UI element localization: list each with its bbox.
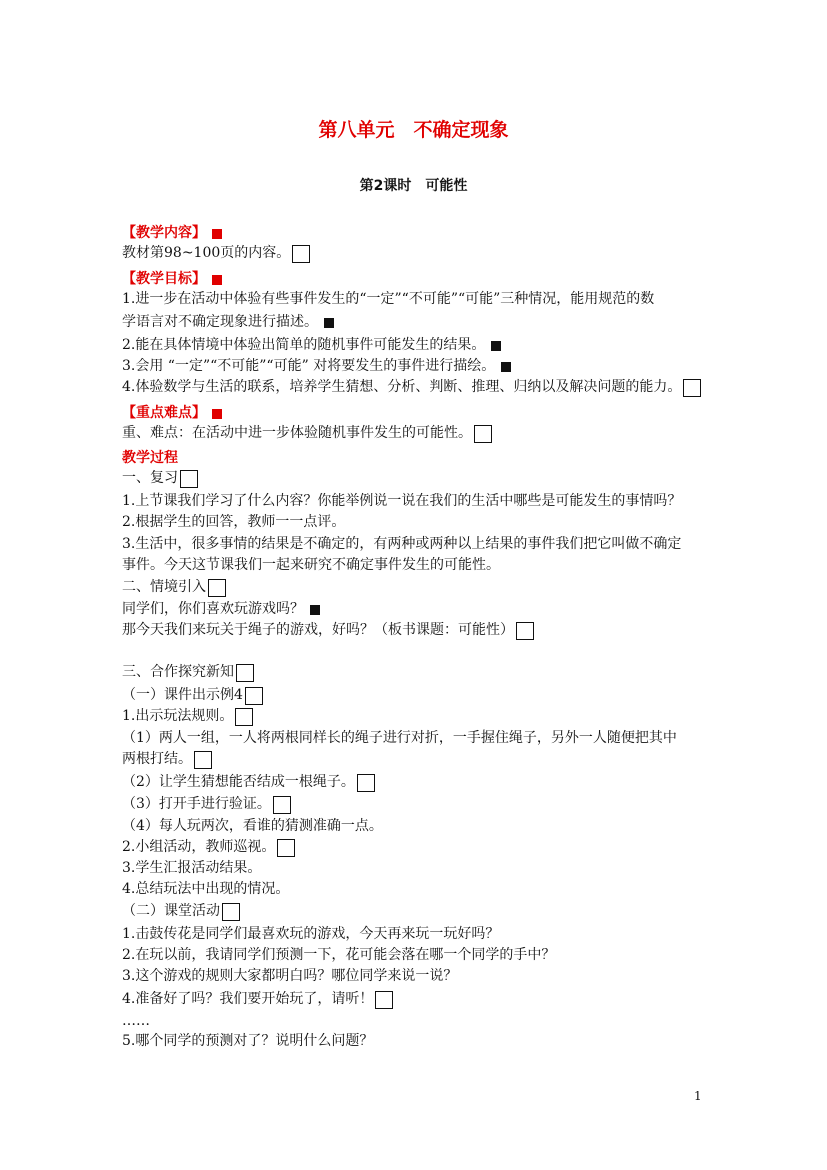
text-line [122,817,383,836]
text-line [122,880,289,899]
section-heading [122,449,178,468]
text-line [122,859,261,878]
line-text: 学语言对不确定现象进行描述。 [122,314,318,330]
red-square-icon [212,409,222,419]
line-text: 5.哪个同学的预测对了？说明什么问题？ [122,1033,374,1049]
text-line [122,773,375,792]
line-text: 同学们，你们喜欢玩游戏吗？ [122,601,304,617]
empty-box-icon [683,379,701,397]
line-text: （3）打开手进行验证。 [122,796,271,812]
empty-box-icon [180,470,198,488]
line-text: 3.这个游戏的规则大家都明白吗？哪位同学来说一说？ [122,968,458,984]
lesson-subtitle: 第2课时 可能性 [359,178,468,194]
text-line [122,838,295,857]
text-line [122,290,654,309]
line-text: 2.在玩以前，我请同学们预测一下，花可能会落在哪一个同学的手中？ [122,947,556,963]
text-line [122,578,226,597]
line-text: 两根打结。 [122,751,192,767]
text-line [122,244,310,263]
line-text: 重、难点：在活动中进一步体验随机事件发生的可能性。 [122,425,472,441]
text-line [122,663,254,682]
section-heading [122,270,222,289]
line-text: …… [122,1013,150,1029]
line-text: 那今天我们来玩关于绳子的游戏，好吗？（板书课题：可能性） [122,622,514,638]
text-line [122,902,240,921]
text-line [122,556,500,575]
text-line [122,795,291,814]
line-text: 1.进一步在活动中体验有些事件发生的“一定”“不可能”“可能”三种情况，能用规范的数 [122,291,655,307]
text-line [122,1012,150,1031]
empty-box-icon [235,708,253,726]
empty-box-icon [245,687,263,705]
text-line [122,336,501,355]
black-square-icon [310,605,320,615]
section-heading [122,404,222,423]
line-text: 1.出示玩法规则。 [122,708,234,724]
line-text: 4.准备好了吗？我们要开始玩了，请听！ [122,991,374,1007]
text-line [122,621,534,640]
text-line [122,686,263,705]
line-text: 一、复习 [122,470,178,486]
text-line [122,967,457,986]
text-line [122,1032,373,1051]
empty-box-icon [222,903,240,921]
line-text: 3.会用 “一定”“不可能”“可能” 对将要发生的事件进行描绘。 [122,358,496,374]
line-text: 【重点难点】 [122,405,206,421]
text-line [122,925,499,944]
text-line [122,707,253,726]
empty-box-icon [292,245,310,263]
line-text: （2）让学生猜想能否结成一根绳子。 [122,774,355,790]
line-text: 1.上节课我们学习了什么内容？你能举例说一说在我们的生活中哪些是可能发生的事情吗？ [122,493,682,509]
text-line [122,535,681,554]
line-text: 4.总结玩法中出现的情况。 [122,881,290,897]
text-line [122,513,345,532]
red-square-icon [212,229,222,239]
empty-box-icon [273,796,291,814]
empty-box-icon [375,991,393,1009]
line-text: 三、合作探究新知 [122,664,234,680]
text-line [122,729,677,748]
line-text: 3.学生汇报活动结果。 [122,860,262,876]
line-text: 3.生活中，很多事情的结果是不确定的，有两种或两种以上结果的事件我们把它叫做不确定 [122,536,682,552]
text-line [122,492,681,511]
text-line [122,946,555,965]
line-text: 事件。今天这节课我们一起来研究不确定事件发生的可能性。 [122,557,500,573]
text-line [122,469,198,488]
line-text: 2.根据学生的回答，教师一一点评。 [122,514,346,530]
line-text: 2.小组活动，教师巡视。 [122,839,276,855]
text-line [122,600,320,619]
text-line [122,424,492,443]
empty-box-icon [277,839,295,857]
empty-box-icon [474,425,492,443]
line-text: 教材第98~100页的内容。 [122,245,291,261]
text-line [122,990,393,1009]
empty-box-icon [516,622,534,640]
empty-box-icon [236,664,254,682]
line-text: （一）课件出示例4 [122,687,243,703]
text-line [122,378,701,397]
black-square-icon [324,318,334,328]
empty-box-icon [357,774,375,792]
text-line [122,357,511,376]
line-text: 1.击鼓传花是同学们最喜欢玩的游戏，今天再来玩一玩好吗？ [122,926,500,942]
line-text: 【教学内容】 [122,225,206,241]
text-line [122,313,334,332]
line-text: 2.能在具体情境中体验出简单的随机事件可能发生的结果。 [122,337,486,353]
line-text: 【教学目标】 [122,271,206,287]
page-number: 1 [694,1089,702,1103]
line-text: （二）课堂活动 [122,903,220,919]
empty-box-icon [194,751,212,769]
text-line [122,750,212,769]
empty-box-icon [208,579,226,597]
line-text: 教学过程 [122,450,178,466]
black-square-icon [501,362,511,372]
line-text: 二、情境引入 [122,579,206,595]
line-text: （1）两人一组，一人将两根同样长的绳子进行对折，一手握住绳子，另外一人随便把其中 [122,730,677,746]
line-text: （4）每人玩两次，看谁的猜测准确一点。 [122,818,383,834]
document-title: 第八单元 不确定现象 [318,119,509,141]
line-text: 4.体验数学与生活的联系，培养学生猜想、分析、判断、推理、归纳以及解决问题的能力。 [122,379,682,395]
red-square-icon [212,275,222,285]
black-square-icon [491,341,501,351]
section-heading [122,224,222,243]
